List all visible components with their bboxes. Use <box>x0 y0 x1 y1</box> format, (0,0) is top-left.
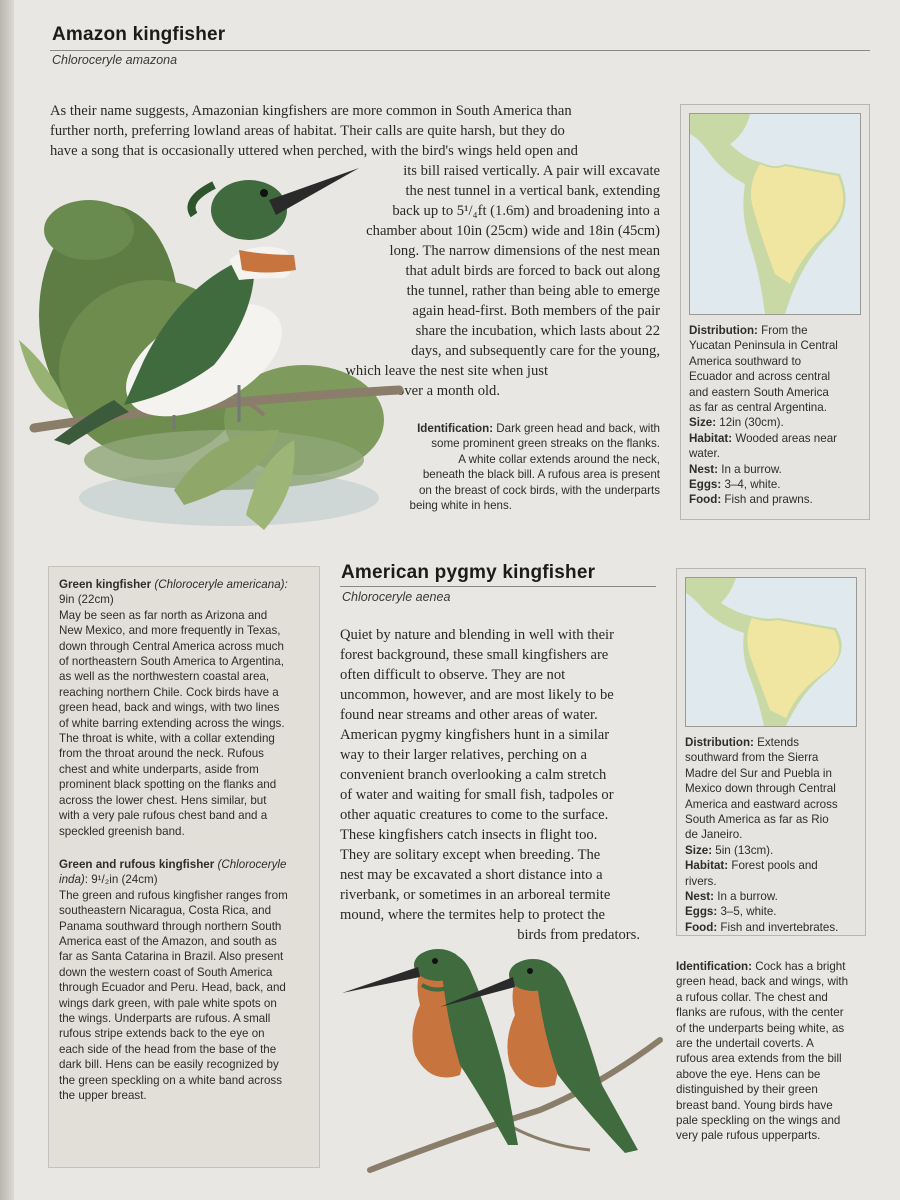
pygmy-latin-name: Chloroceryle aenea <box>342 590 451 604</box>
identification-text: pale speckling on the wings and <box>676 1114 841 1128</box>
fact-value: In a burrow. <box>718 462 782 476</box>
pygmy-title: American pygmy kingfisher <box>341 562 596 583</box>
sidebar-line: the green speckling on a white band across <box>59 1073 282 1087</box>
fact-label: Habitat: <box>685 859 729 873</box>
identification-text: are the undertail coverts. A <box>676 1037 814 1051</box>
fact-value: 5in (13cm). <box>712 843 774 857</box>
pygmy-facts <box>685 735 857 935</box>
fact-value: South America as far as Rio <box>685 813 829 827</box>
fact-value: 12in (30cm). <box>716 416 784 430</box>
identification-text: some prominent green streaks on the flanks. <box>431 437 660 451</box>
pygmy-identification <box>676 959 876 1144</box>
identification-text: Dark green head and back, with <box>493 422 660 435</box>
species-size: : 9¹/₂in (24cm) <box>84 873 158 887</box>
species-latin: (Chloroceryle <box>214 857 287 871</box>
sidebar-line: green head, back and wings, with two lines <box>59 701 280 715</box>
sidebar-line: rufous stripe extends back to the eye on <box>59 1027 265 1041</box>
fact-value: America southward to <box>689 354 802 368</box>
sidebar-line: down through Central America across much <box>59 639 284 653</box>
amazon-identification <box>360 421 660 513</box>
fact-label: Distribution: <box>685 736 754 749</box>
pygmy-body-line: Quiet by nature and blending in well with their <box>340 627 614 643</box>
pygmy-body-line: They are solitary except when breeding. The <box>340 847 601 863</box>
amazon-distribution-map <box>689 113 861 315</box>
amazon-body-line: the tunnel, rather than being able to emerge <box>406 283 660 299</box>
fact-value: Extends <box>753 736 800 749</box>
fact-label: Size: <box>685 843 713 857</box>
amazon-body-line: its bill raised vertically. A pair will excavate <box>403 163 660 179</box>
sidebar-line: through Ecuador and Peru. Head, back, and <box>59 981 286 995</box>
fact-label: Food: <box>685 920 718 934</box>
fact-label: Habitat: <box>689 431 733 445</box>
pygmy-body-line: other aquatic creatures to come to the surface. <box>340 807 609 823</box>
pygmy-body <box>340 625 660 945</box>
identification-text: flanks are rufous, with the center <box>676 1006 844 1020</box>
pygmy-body-line: often difficult to observe. They are not <box>340 667 566 683</box>
pygmy-distribution-map <box>685 577 857 727</box>
pygmy-body-line: forest background, these small kingfishers are <box>340 647 609 663</box>
pygmy-body-line: found near streams and other areas of water. <box>340 707 598 723</box>
fact-value: 3–4, white. <box>721 478 781 492</box>
pygmy-facts-box <box>676 568 866 936</box>
fact-value: Fish and invertebrates. <box>717 920 839 934</box>
amazon-body-line: long. The narrow dimensions of the nest mean <box>389 243 660 259</box>
pygmy-body-line: way to their larger relatives, perching on a <box>340 747 587 763</box>
pygmy-body-line: of water and waiting for small fish, tadpoles or <box>340 787 614 803</box>
sidebar-line: reaching northern Chile. Cock birds have a <box>59 685 279 699</box>
amazon-body-line: have a song that is occasionally uttered when perched, with the bird's wings held open and <box>50 143 578 159</box>
fact-value: Madre del Sur and Puebla in <box>685 766 832 780</box>
sidebar-line: The throat is white, with a collar extending <box>59 732 275 746</box>
sidebar-line: across the lower chest. Hens similar, but <box>59 793 267 807</box>
amazon-body-line: again head-first. Both members of the pair <box>412 303 660 319</box>
identification-text: distinguished by their green <box>676 1083 818 1097</box>
sidebar-line: New Mexico, and more frequently in Texas, <box>59 624 281 638</box>
fact-value: and eastern South America <box>689 385 829 399</box>
fact-value: rivers. <box>685 874 717 888</box>
fact-label: Eggs: <box>689 478 722 492</box>
fact-value: Forest pools and <box>728 859 818 873</box>
identification-text: very pale rufous upperparts. <box>676 1129 821 1143</box>
fact-value: In a burrow. <box>714 890 778 904</box>
identification-text: being white in hens. <box>409 499 512 513</box>
americas-map-graphic <box>686 578 857 726</box>
identification-text: above the eye. Hens can be <box>676 1067 821 1081</box>
identification-text: breast band. Young birds have <box>676 1098 833 1112</box>
amazon-body-line: days, and subsequently care for the young, <box>411 343 660 359</box>
sidebar-line: far as Santa Catarina in Brazil. Also present <box>59 950 284 964</box>
fact-label: Food: <box>689 493 722 507</box>
identification-text: on the breast of cock birds, with the underparts <box>418 483 660 497</box>
identification-text: Cock has a bright <box>752 960 846 973</box>
sidebar-line: southeastern Nicaragua, Costa Rica, and <box>59 904 272 918</box>
amazon-body-line: the nest tunnel in a vertical bank, extending <box>405 183 660 199</box>
identification-text: rufous area extends from the bill <box>676 1052 842 1066</box>
amazon-body-line: further north, preferring lowland areas of habitat. Their calls are quite harsh, but they do <box>50 123 565 139</box>
species-size: 9in (22cm) <box>59 593 114 607</box>
fact-value: America and eastward across <box>685 797 838 811</box>
fact-value: 3–5, white. <box>717 905 777 919</box>
pygmy-body-line: uncommon, however, and are most likely to be <box>340 687 614 703</box>
pygmy-body-line: American pygmy kingfishers hunt in a similar <box>340 727 610 743</box>
sidebar-line: prominent black spotting on the flanks and <box>59 778 277 792</box>
fact-label: Eggs: <box>685 905 718 919</box>
pygmy-body-line: nest may be excavated a short distance into a <box>340 867 603 883</box>
amazon-title: Amazon kingfisher <box>52 24 226 45</box>
amazon-body-line: which leave the nest site when just <box>345 363 548 379</box>
fact-value: Ecuador and across central <box>689 370 831 384</box>
amazon-body-line: over a month old. <box>397 383 500 399</box>
species-name: Green kingfisher <box>59 578 152 591</box>
species-latin: (Chloroceryle americana): <box>151 578 288 591</box>
fact-label: Size: <box>689 416 717 430</box>
species-latin: inda) <box>59 873 85 887</box>
pygmy-body-line: These kingfishers catch insects in flight too. <box>340 827 598 843</box>
pygmy-kingfisher-illustration <box>340 945 665 1180</box>
identification-text: green head, back and wings, with <box>676 975 849 989</box>
sidebar-line: America east of the Amazon, and south as <box>59 934 277 948</box>
amazon-title-rule <box>50 50 870 51</box>
sidebar-line: chest and white underparts, aside from <box>59 762 259 776</box>
sidebar-line: from the throat around the neck. Rufous <box>59 747 264 761</box>
sidebar-line: of white barring extending across the wings. <box>59 716 285 730</box>
amazon-body-top <box>50 101 660 161</box>
identification-label: Identification: <box>417 422 494 435</box>
amazon-body-line: chamber about 10in (25cm) wide and 18in (45cm) <box>366 223 660 239</box>
pygmy-body-line: convenient branch overlooking a calm stretch <box>340 767 607 783</box>
pygmy-body-line: riverbank, or sometimes in an arboreal termite <box>340 887 611 903</box>
sidebar-line: the upper breast. <box>59 1089 147 1102</box>
amazon-latin-name: Chloroceryle amazona <box>52 53 178 67</box>
fact-label: Nest: <box>689 462 718 476</box>
sidebar-line: dark bill. Hens can be easily recognized by <box>59 1058 279 1072</box>
identification-text: a rufous collar. The chest and <box>676 990 828 1004</box>
fact-value: de Janeiro. <box>685 828 743 842</box>
fact-value: Yucatan Peninsula in Central <box>689 339 838 353</box>
fact-label: Nest: <box>685 890 714 904</box>
fact-value: Mexico down through Central <box>685 782 836 796</box>
sidebar-line: May be seen as far north as Arizona and <box>59 608 268 622</box>
identification-text: beneath the black bill. A rufous area is present <box>422 468 660 482</box>
pygmy-title-rule <box>340 586 656 587</box>
identification-text: A white collar extends around the neck, <box>458 452 660 466</box>
identification-text: of the underparts being white, as <box>676 1021 845 1035</box>
sidebar-line: The green and rufous kingfisher ranges from <box>59 888 288 902</box>
amazon-kingfisher-illustration <box>14 160 404 540</box>
identification-label: Identification: <box>676 960 752 973</box>
sidebar-line: wings dark green, with pale white spots on <box>59 996 277 1010</box>
fact-value: Fish and prawns. <box>721 493 813 507</box>
pygmy-body-line: birds from predators. <box>517 927 640 943</box>
sidebar-line: Panama southward through northern South <box>59 919 282 933</box>
sidebar-line: as well as the northwestern coastal area, <box>59 670 270 684</box>
sidebar-line: of northeastern South America to Argentina, <box>59 655 284 669</box>
amazon-facts-box <box>680 104 870 520</box>
fact-value: Wooded areas near <box>732 431 837 445</box>
species-name: Green and rufous kingfisher <box>59 857 215 871</box>
amazon-body-line: back up to 5¹/₄ft (1.6m) and broadening into a <box>392 203 660 219</box>
fact-label: Distribution: <box>689 324 758 337</box>
amazon-body-line: that adult birds are forced to back out along <box>405 263 660 279</box>
sidebar-line: speckled greenish band. <box>59 824 185 838</box>
fact-value: as far as central Argentina. <box>689 401 827 415</box>
sidebar-line: down the western coast of South America <box>59 965 273 979</box>
fact-value: From the <box>757 324 808 337</box>
amazon-body-line: As their name suggests, Amazonian kingfishers are more common in South America than <box>50 103 572 119</box>
amazon-facts <box>689 323 861 508</box>
pygmy-body-line: mound, where the termites help to protect the <box>340 907 606 923</box>
book-gutter-edge <box>0 0 14 1200</box>
americas-map-graphic <box>690 114 861 314</box>
fact-value: southward from the Sierra <box>685 751 819 765</box>
fact-value: water. <box>689 447 720 461</box>
amazon-body-line: share the incubation, which lasts about 22 <box>415 323 660 339</box>
related-species-sidebar <box>48 566 320 1168</box>
sidebar-line: with a very pale rufous chest band and a <box>59 809 268 823</box>
sidebar-line: each side of the head from the base of the <box>59 1042 277 1056</box>
sidebar-line: the wings. Underparts are rufous. A small <box>59 1011 271 1025</box>
